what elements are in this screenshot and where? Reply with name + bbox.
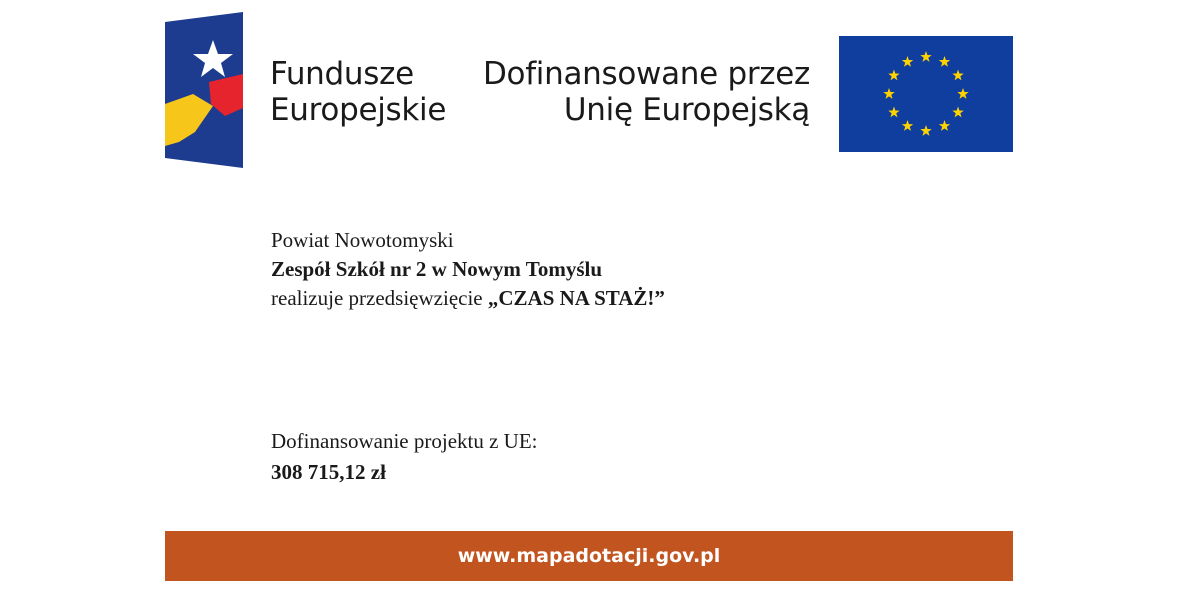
funding-amount: 308 715,12 zł — [271, 460, 386, 484]
eu-flag-icon — [839, 36, 1013, 152]
project-info — [271, 226, 665, 313]
footer-bar — [165, 531, 1013, 581]
project-line — [271, 284, 665, 313]
eu-line2: Unię Europejską — [563, 92, 810, 128]
funds-europe-logo-icon — [165, 12, 243, 168]
project-prefix: realizuje przedsięwzięcie — [271, 286, 488, 310]
mapadotacji-link[interactable]: www.mapadotacji.gov.pl — [457, 545, 721, 567]
project-name: „CZAS NA STAŻ!” — [487, 286, 665, 310]
eu-line1: Dofinansowane przez — [482, 56, 810, 92]
funding-label: Dofinansowanie projektu z UE: — [271, 429, 538, 453]
funding-info — [271, 426, 538, 488]
eu-cofunding-text — [483, 56, 810, 128]
county-name: Powiat Nowotomyski — [271, 228, 454, 252]
school-name: Zespół Szkół nr 2 w Nowym Tomyślu — [271, 257, 603, 281]
funds-europe-logo-text — [270, 56, 446, 128]
fe-logo-line2: Europejskie — [270, 92, 447, 128]
fe-logo-line1: Fundusze — [270, 56, 414, 92]
